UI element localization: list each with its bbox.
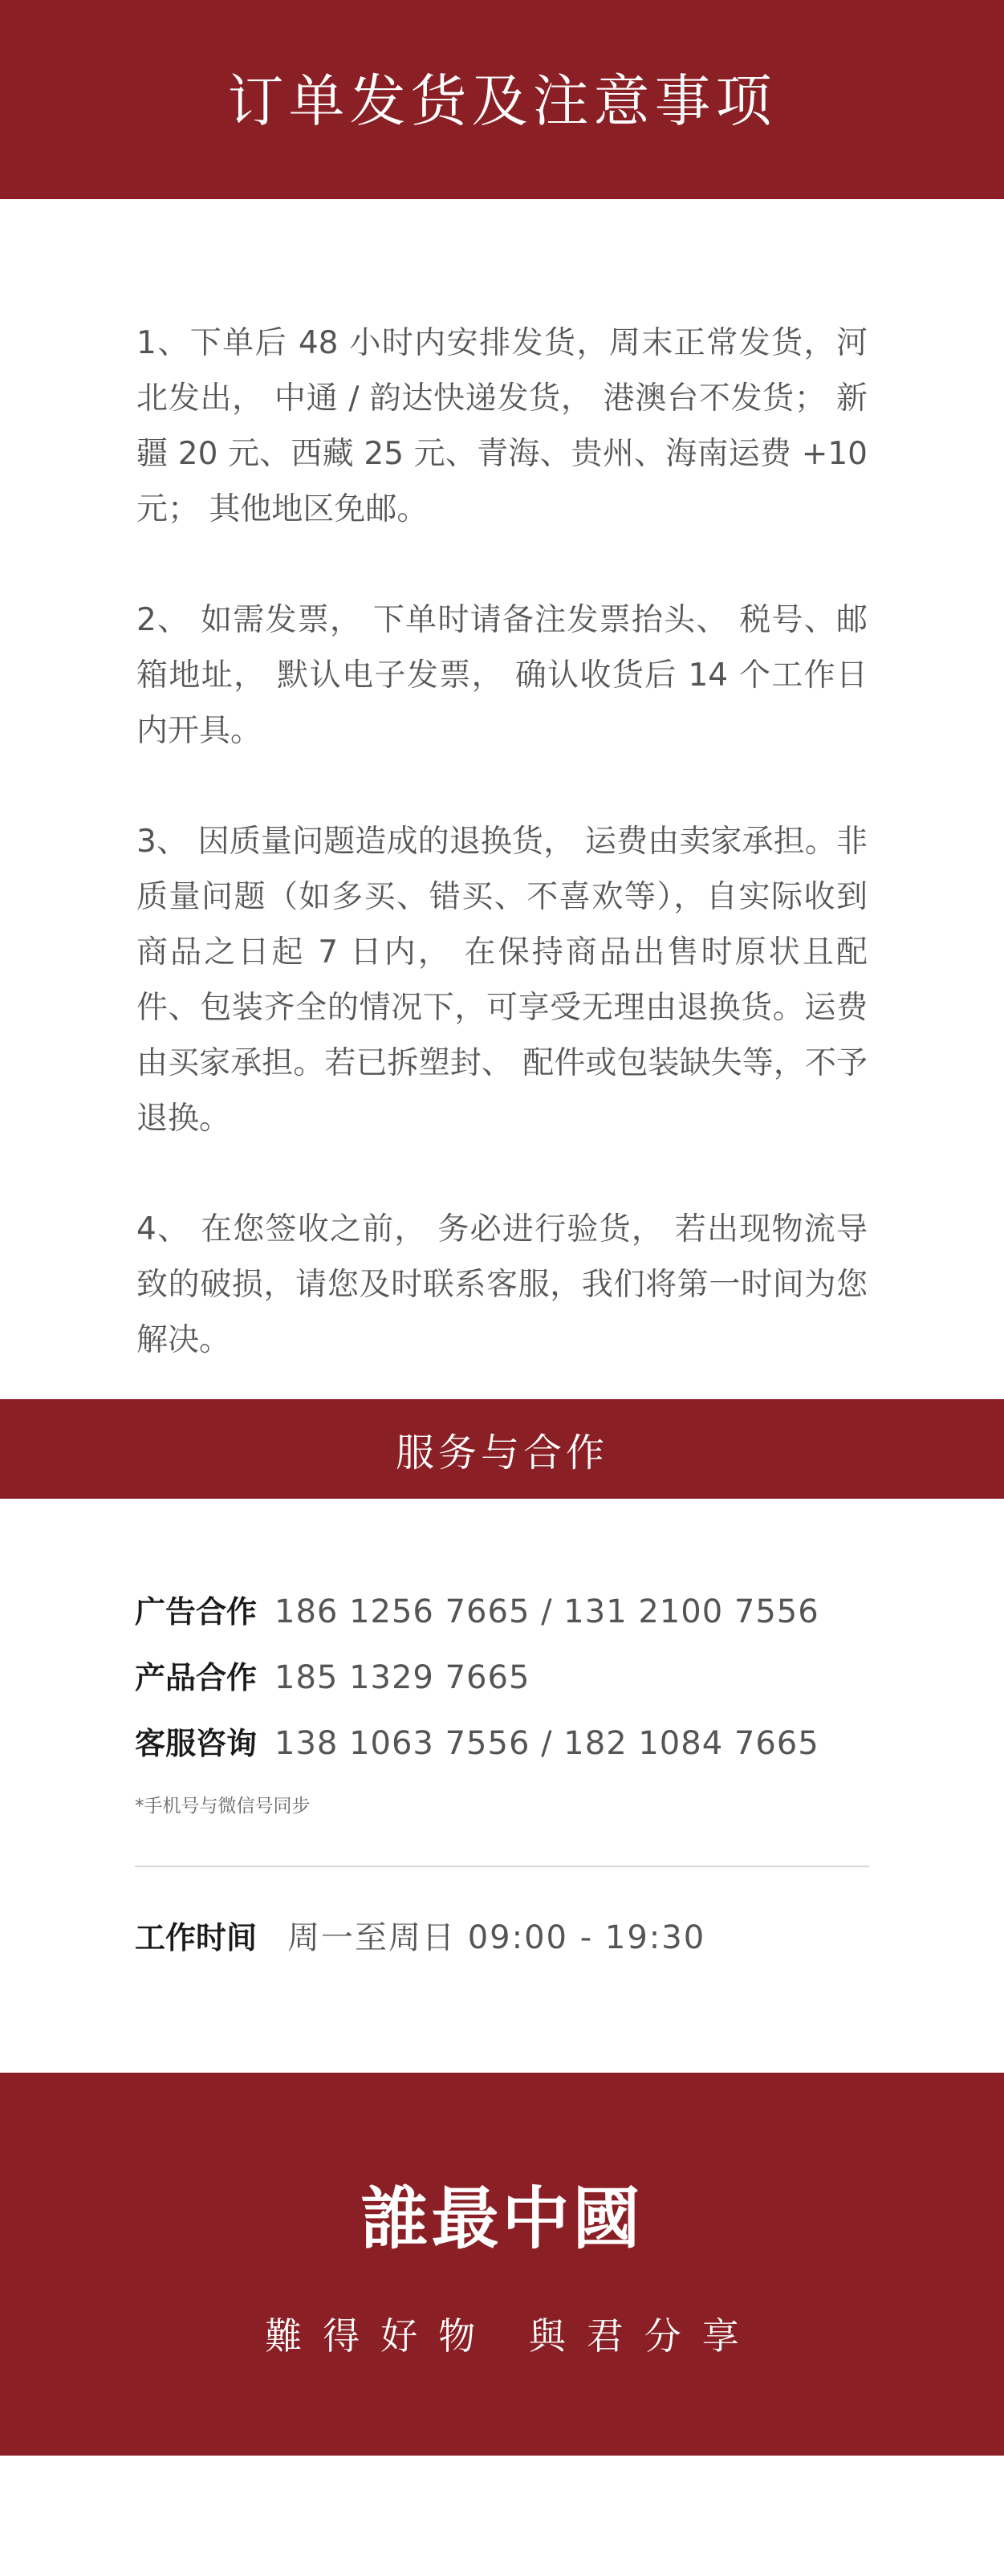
footer-banner [0,2073,1004,2456]
service-title: 服务与合作 [395,1430,608,1475]
contact-phone: 186 1256 7665 / 131 2100 7556 [274,1593,819,1630]
note-inspection: 4、 在您签收之前， 务必进行验货， 若出现物流导致的破损，请您及时联系客服，我们将第一时间为您解决。 [136,1211,868,1358]
note-invoice: 2、 如需发票， 下单时请备注发票抬头、 税号、邮箱地址， 默认电子发票， 确认收货后 14 个工作日内开具。 [136,602,868,749]
contact-row-support [135,1719,869,1784]
contact-phone: 185 1329 7665 [274,1659,530,1696]
page-title: 订单发货及注意事项 [227,67,777,134]
note-returns: 3、 因质量问题造成的退换货， 运费由卖家承担。非质量问题（如多买、错买、不喜欢等），自实际收到商品之日起 7 日内， 在保持商品出售时原状且配件、包装齐全的情况下，可享受无理由退换货。运费由买家承担。若已拆塑封、 配件或包装缺失等，不予退换。 [136,824,868,1137]
contact-section [0,1499,1004,2073]
divider [135,1866,869,1867]
contact-row-product [135,1653,869,1719]
brand-logo-text: 誰最中國 [360,2179,644,2258]
header-banner [0,0,1004,199]
contact-phone: 138 1063 7556 / 182 1084 7665 [274,1725,819,1762]
working-hours [135,1912,869,1958]
note-shipping: 1、下单后 48 小时内安排发货，周末正常发货，河北发出， 中通 / 韵达快递发货， 港澳台不发货； 新疆 20 元、西藏 25 元、青海、贵州、海南运费 +10 元； 其他地区免邮。 [136,325,868,527]
contact-label: 客服咨询 [135,1726,258,1761]
contact-label: 广告合作 [135,1594,258,1630]
shipping-notes [0,199,1004,1399]
contact-label: 产品合作 [135,1660,258,1695]
contact-row-ads [135,1587,869,1653]
hours-value: 周一至周日 09:00 - 19:30 [287,1919,706,1956]
brand-slogan: 難得好物 與君分享 [265,2314,760,2358]
hours-label: 工作时间 [135,1920,258,1955]
wechat-note: *手机号与微信号同步 [135,1796,311,1817]
service-banner [0,1399,1004,1499]
